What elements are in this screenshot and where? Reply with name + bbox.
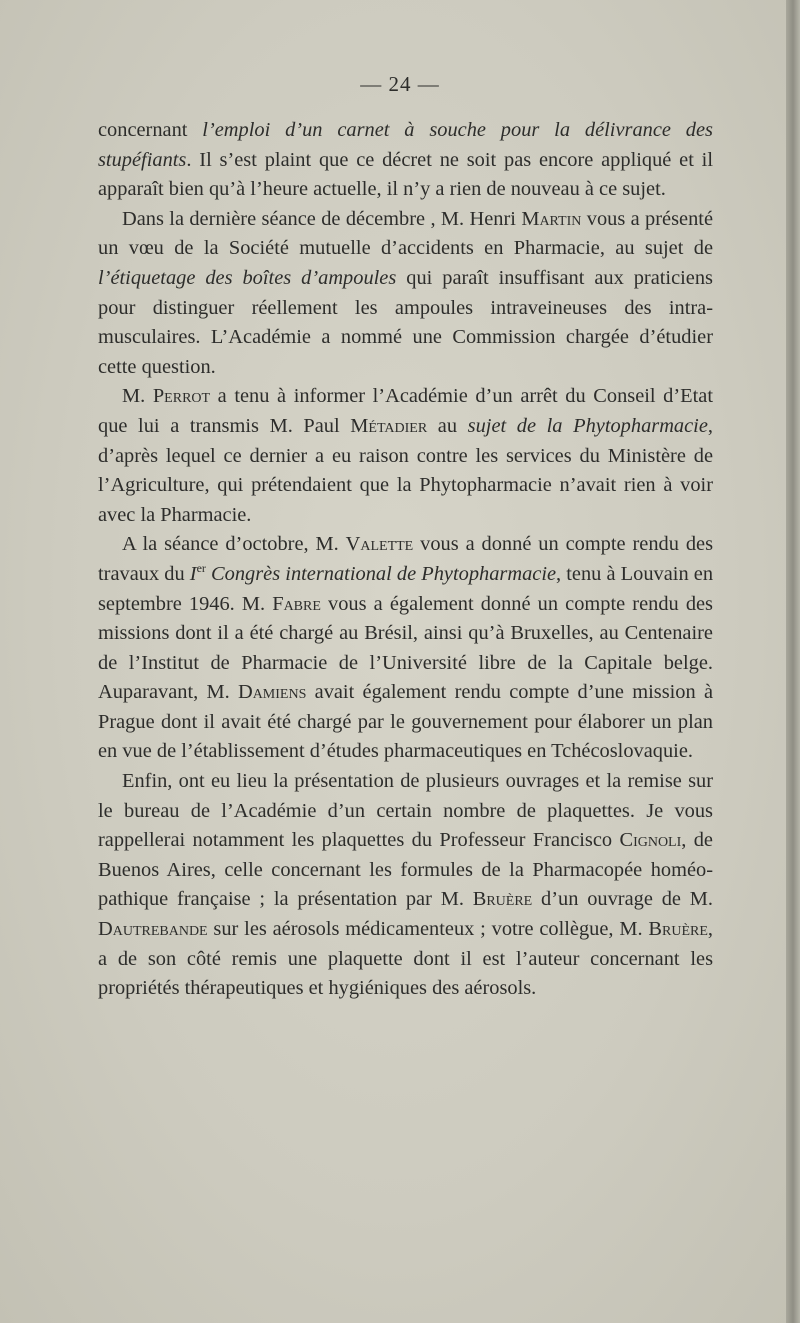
italic-text: sujet de la Phytopharmacie <box>467 414 708 437</box>
text-run: sur les aérosols médicamenteux ; votre collègue, M. <box>207 918 649 941</box>
text-run: , a de son côté remis une plaquette dont il est l’auteur concernant les propriétés thérapeutiques et hygiéniques des aérosols. <box>98 918 713 1000</box>
text-run: qui paraît insuffisant aux praticiens pour distinguer réellement les ampoules intraveineuses des intramusculaires. L’Académie a nommé une Commission chargée d’étudier cette question. <box>98 266 713 378</box>
text-run: au <box>427 414 468 437</box>
page-number: — 24 — <box>360 72 440 96</box>
paragraph <box>98 205 713 383</box>
italic-text: I <box>189 562 197 585</box>
text-run: a tenu à informer l’Académie d’un arrêt du Conseil d’Etat que lui a transmis M. Paul <box>98 385 714 437</box>
person-name: Perrot <box>152 385 211 408</box>
paragraph <box>98 530 713 767</box>
italic-text: l’étiquetage des boîtes d’ampoules <box>98 266 397 289</box>
italic-text: Congrès international de Phytopharmacie <box>205 562 557 585</box>
text-run: M. <box>122 385 153 408</box>
person-name: Cignoli <box>619 829 682 852</box>
person-name: Dautrebande <box>98 918 208 941</box>
person-name: Bruère <box>472 888 533 911</box>
person-name: Valette <box>345 533 414 556</box>
text-run: Enfin, ont eu lieu la présentation de plusieurs ouvrages et la remise sur le bureau de l’Académie d’un certain nombre de plaquettes. Je vous rappellerai notamment les plaquettes du Professeur Francisco <box>98 770 713 852</box>
text-run: , de Buenos Aires, celle concernant les formules de la Pharmacopée homéopathique française ; la présentation par M. <box>98 829 713 911</box>
paragraph <box>98 382 713 530</box>
text-run: concernant <box>98 119 203 141</box>
body-text <box>98 116 713 1004</box>
text-run: d’un ouvrage de M. <box>532 888 713 911</box>
text-run: vous a également donné un compte rendu des missions dont il a été chargé au Brésil, ainsi qu’à Bruxelles, au Centenaire de l’Institut de Pharmacie de l’Université libre de la Capitale belge. Auparavant, M. <box>98 592 713 704</box>
person-name: Bruère <box>648 918 708 941</box>
paragraph <box>98 116 713 205</box>
person-name: Martin <box>521 207 582 230</box>
text-run: , tenu à Louvain en septembre 1946. M. <box>98 562 714 615</box>
text-run: A la séance d’octobre, M. <box>122 533 346 556</box>
superscript: er <box>196 561 206 576</box>
text-run: avait également rendu compte d’une mission à Prague dont il avait été chargé par le gouvernement pour élaborer un plan en vue de l’établissement d’études pharmaceutiques en Tchécoslovaquie. <box>98 681 713 763</box>
paragraph <box>98 767 713 1004</box>
italic-text: l’emploi d’un carnet à souche pour la délivrance des stupéfiants <box>98 119 713 171</box>
text-run: vous a donné un compte rendu des travaux du <box>98 533 714 585</box>
person-name: Métadier <box>350 414 428 437</box>
text-run: , d’après lequel ce dernier a eu raison contre les services du Ministère de l’Agriculture, qui prétendaient que la Phytopharmacie n’avait rien à voir avec la Pharmacie. <box>98 414 713 526</box>
text-run: . Il s’est plaint que ce décret ne soit pas encore appliqué et il apparaît bien qu’à l’heure actuelle, il n’y a rien de nouveau à ce sujet. <box>98 148 713 201</box>
person-name: Damiens <box>237 681 307 704</box>
page-edge <box>786 0 800 1323</box>
person-name: Fabre <box>272 592 321 615</box>
text-run: Dans la dernière séance de décembre , M. Henri <box>122 207 522 230</box>
text-run: vous a présenté un vœu de la Société mutuelle d’accidents en Pharmacie, au sujet de <box>98 207 713 260</box>
